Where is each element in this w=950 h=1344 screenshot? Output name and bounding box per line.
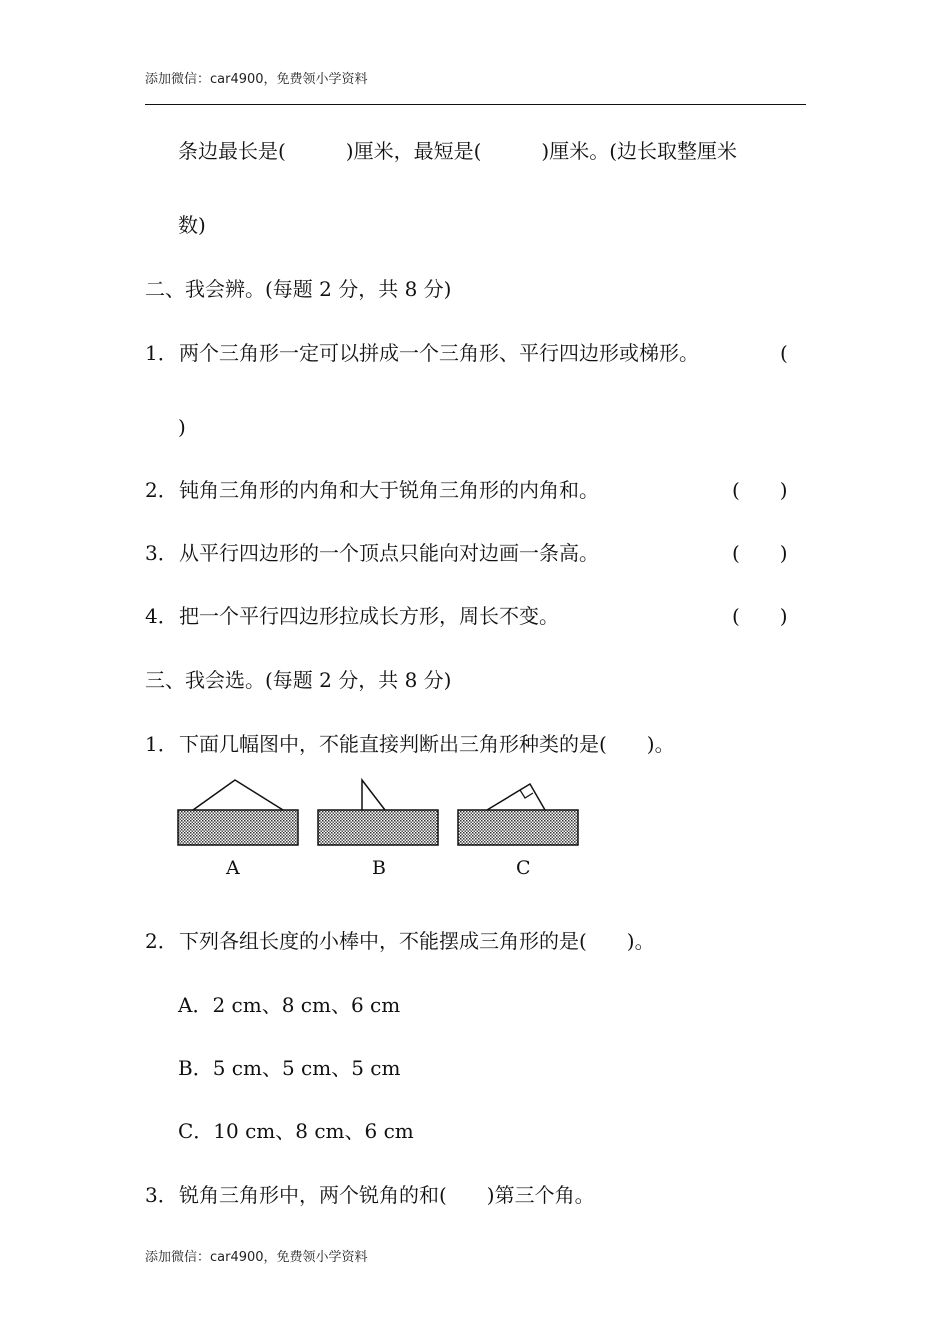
figure-c-triangle-tip [487, 784, 545, 810]
judge-item-2 [145, 477, 599, 503]
item-number: 3． [145, 541, 178, 565]
figure-c-cover [458, 810, 578, 845]
figure-label-b: B [372, 857, 386, 879]
figure-c [458, 784, 578, 845]
item-number: 4． [145, 604, 178, 628]
header-rule [145, 104, 806, 105]
item-text: 把一个平行四边形拉成长方形，周长不变。 [179, 604, 559, 628]
figure-b-triangle-tip [362, 780, 385, 810]
judge-item-1 [145, 340, 699, 366]
item-number: 2． [145, 478, 178, 502]
figure-a-cover [178, 810, 298, 845]
option-a[interactable]: A．2 cm、8 cm、6 cm [178, 993, 401, 1017]
option-b[interactable]: B．5 cm、5 cm、5 cm [178, 1056, 401, 1080]
item-text: 下面几幅图中，不能直接判断出三角形种类的是( )。 [179, 732, 675, 756]
footer-watermark: 添加微信：car4900，免费领小学资料 [145, 1250, 368, 1265]
answer-paren-3[interactable]: ( ) [732, 541, 788, 565]
answer-paren-4[interactable]: ( ) [732, 604, 788, 628]
item-text: 下列各组长度的小棒中，不能摆成三角形的是( )。 [179, 929, 655, 953]
figure-label-a: A [226, 857, 240, 879]
answer-paren-2[interactable]: ( ) [732, 478, 788, 502]
item-text: 钝角三角形的内角和大于锐角三角形的内角和。 [179, 478, 599, 502]
item-number: 1． [145, 732, 178, 756]
continuation-line-2: 数) [178, 213, 206, 237]
item-text: 从平行四边形的一个顶点只能向对边画一条高。 [179, 541, 599, 565]
triangle-figures [175, 775, 585, 880]
figure-a-triangle-tip [193, 780, 283, 810]
item-number: 2． [145, 929, 178, 953]
section-2-title: 二、我会辨。(每题 2 分，共 8 分) [145, 277, 452, 301]
figure-label-c: C [516, 857, 531, 879]
answer-paren-close-1[interactable]: ) [178, 415, 186, 439]
figures-svg [175, 775, 585, 855]
figure-b [318, 780, 438, 845]
choice-question-2 [145, 928, 655, 954]
choice-question-1 [145, 731, 675, 757]
section-3-title: 三、我会选。(每题 2 分，共 8 分) [145, 668, 452, 692]
item-number: 3． [145, 1183, 178, 1207]
choice-question-3 [145, 1182, 595, 1208]
item-text: 两个三角形一定可以拼成一个三角形、平行四边形或梯形。 [179, 341, 699, 365]
judge-item-3 [145, 540, 599, 566]
item-number: 1． [145, 341, 178, 365]
header-watermark: 添加微信：car4900，免费领小学资料 [145, 72, 368, 87]
right-angle-mark [520, 790, 533, 798]
item-text: 锐角三角形中，两个锐角的和( )第三个角。 [179, 1183, 595, 1207]
continuation-line-1: 条边最长是( )厘米，最短是( )厘米。(边长取整厘米 [178, 139, 738, 163]
option-c[interactable]: C．10 cm、8 cm、6 cm [178, 1119, 414, 1143]
figure-a [178, 780, 298, 845]
judge-item-4 [145, 603, 559, 629]
answer-paren-open-1[interactable]: ( [780, 341, 788, 365]
figure-b-cover [318, 810, 438, 845]
